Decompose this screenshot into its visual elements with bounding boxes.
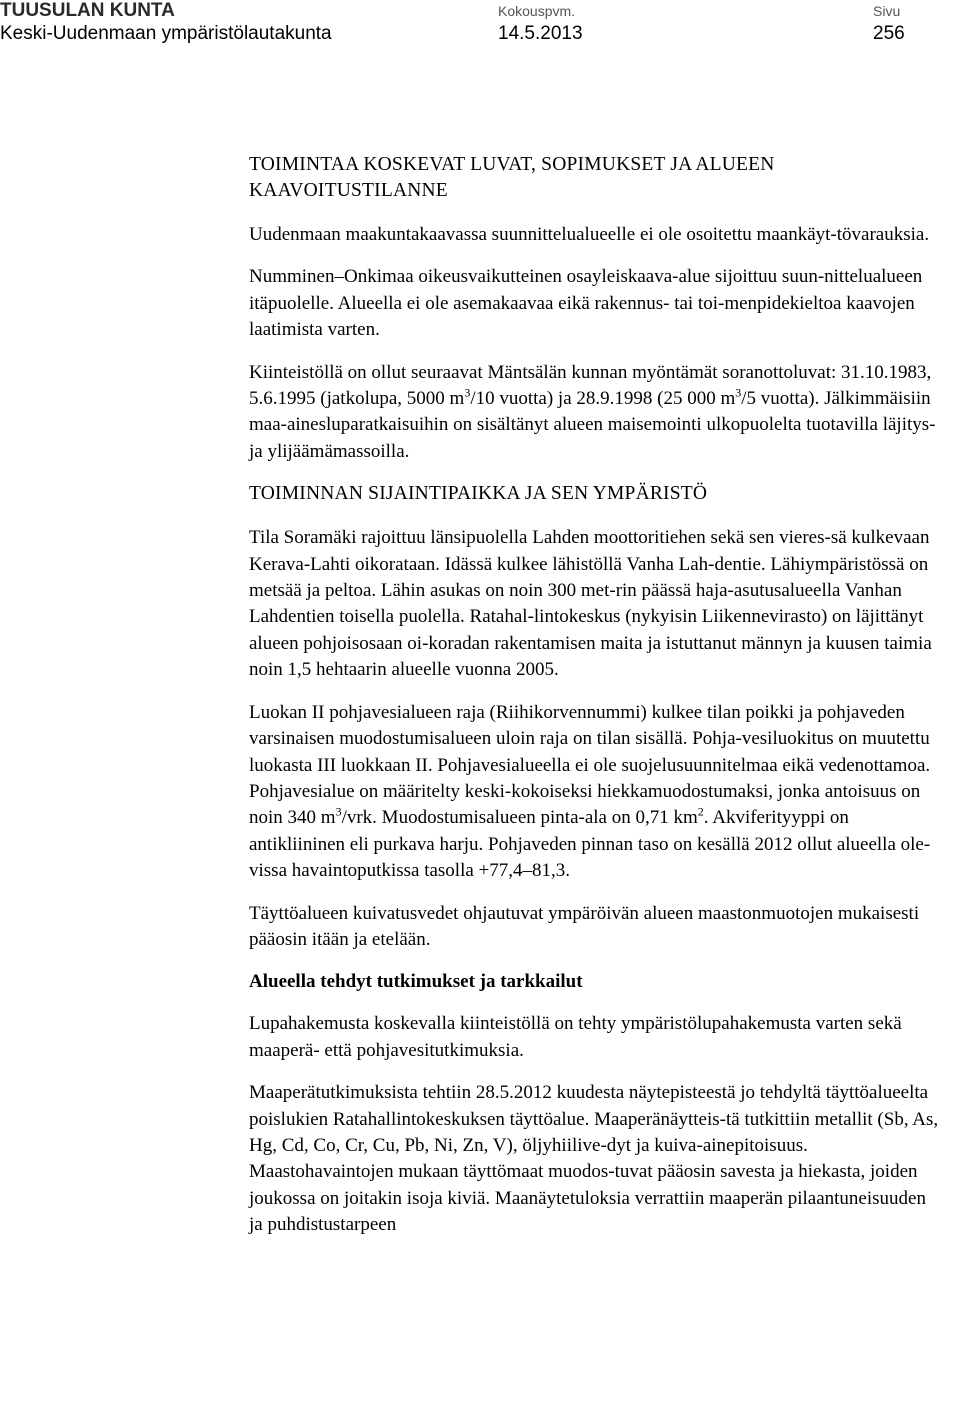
- text-fragment: /10 vuotta) ja 28.9.1998 (25 000 m: [470, 388, 736, 410]
- text-fragment: /vrk. Muodostumisalueen pinta-ala on 0,71 km: [341, 807, 698, 829]
- text-fragment: . Akviferityyppi on antikliininen eli purkava harju. Pohjaveden pinnan taso on kesällä 2012 ollut alueella ole-vissa havaintoputkissa tasolla +77,4–81,3.: [249, 807, 931, 882]
- paragraph-drainage: Täyttöalueen kuivatusvedet ohjautuvat ympäröivän alueen maastonmuotojen mukaisesti pääosin itään ja etelään.: [249, 902, 920, 950]
- paragraph-master-plan: Numminen–Onkimaa oikeusvaikutteinen osayleiskaava-alue sijoittuu suun-nittelualueen itäpuolelle. Alueella ei ole asemakaavaa eikä rakennus- tai toi-menpidekieltoa kaavojen laatimista varten.: [249, 266, 923, 341]
- superscript: 3: [335, 804, 342, 819]
- board-name: Keski-Uudenmaan ympäristölautakunta: [0, 23, 332, 44]
- paragraph-regional-plan: Uudenmaan maakuntakaavassa suunnittelualueelle ei ole osoitettu maankäyt-tövarauksia.: [249, 224, 930, 245]
- meeting-date-label: Kokouspvm.: [498, 3, 576, 19]
- page-number: 256: [873, 23, 905, 44]
- paragraph-soil-studies: Maaperätutkimuksista tehtiin 28.5.2012 kuudesta näytepisteestä jo tehdyltä täyttöalueelta poislukien Ratahallintokeskuksen täyttöalue. Maaperänäytteis-tä tutkittiin metallit (Sb, As, Hg, Cd, Co, Cr, Cu, Pb, Ni, Zn, V), öljyhiilive-dyt ja kuiva-ainepitoisuus. Maastohavaintojen mukaan täyttömaat muodos-tuvat pääosin savesta ja hiekasta, joiden joukossa on joitakin isoja kiviä. Maanäytetuloksia verrattiin maaperän pilaantuneisuuden ja puhdistustarpeen: [249, 1082, 939, 1236]
- paragraph-groundwater: [249, 700, 943, 885]
- text-fragment: Kiinteistöllä on ollut seuraavat Mäntsälän kunnan myöntämät soranottoluvat: 31.10.1983, 5.6.1995 (jatkolupa, 5000 m: [249, 361, 932, 410]
- meeting-date: 14.5.2013: [498, 23, 583, 44]
- section-heading-studies: Alueella tehdyt tutkimukset ja tarkkailut: [249, 971, 583, 993]
- section-heading-permits: TOIMINTAA KOSKEVAT LUVAT, SOPIMUKSET JA ALUEEN KAAVOITUSTILANNE: [249, 154, 775, 201]
- superscript: 2: [697, 804, 704, 819]
- paragraph-surroundings: Tila Soramäki rajoittuu länsipuolella Lahden moottoritiehen sekä sen vieres-sä kulkevaan Kerava-Lahti oikorataan. Idässä kulkee lähistöllä Vanha Lah-dentie. Lähiympäristössä on metsää ja peltoa. Lähin asukas on noin 300 met-rin päässä haja-asutusalueella Vanhan Lahdentien toisella puolella. Ratahal-lintokeskus (nykyisin Liikennevirasto) on läjittänyt alueen pohjoisosaan oi-koradan rakentamisen maita ja istuttanut männyn ja kuusen taimia noin 1,5 hehtaarin alueelle vuonna 2005.: [249, 527, 932, 681]
- text-fragment: Luokan II pohjavesialueen raja (Riihikorvennummi) kulkee tilan poikki ja pohjaveden varsinaisen muodostumisalueen uloin raja on tilan sisällä. Pohja-vesiluokitus on muutettu luokasta III luokkaan II. Pohjavesialueella ei ole suojelusuunnitelmaa eikä vedenottamoa. Pohjavesialue on määritelty keski-kokoiseksi hiekkamuodostumaksi, jonka antoisuus on noin 340 m: [249, 701, 931, 829]
- page-header: [0, 0, 960, 48]
- municipality-name: TUUSULAN KUNTA: [0, 0, 175, 21]
- paragraph-studies-intro: Lupahakemusta koskevalla kiinteistöllä on tehty ympäristölupahakemusta varten sekä maaperä- että pohjavesitutkimuksia.: [249, 1013, 902, 1061]
- superscript: 3: [735, 385, 742, 400]
- paragraph-gravel-permits: [249, 360, 943, 466]
- page-label: Sivu: [873, 3, 901, 19]
- superscript: 3: [464, 385, 471, 400]
- section-heading-location: TOIMINNAN SIJAINTIPAIKKA JA SEN YMPÄRISTÖ: [249, 483, 708, 505]
- text-fragment: /5 vuotta). Jälkimmäisiin maa-ainesluparatkaisuihin on sisältänyt alueen maisemointi ulkopuolelta tuotavilla läjitys- ja ylijäämämassoilla.: [249, 388, 936, 462]
- document-body: [249, 152, 943, 1255]
